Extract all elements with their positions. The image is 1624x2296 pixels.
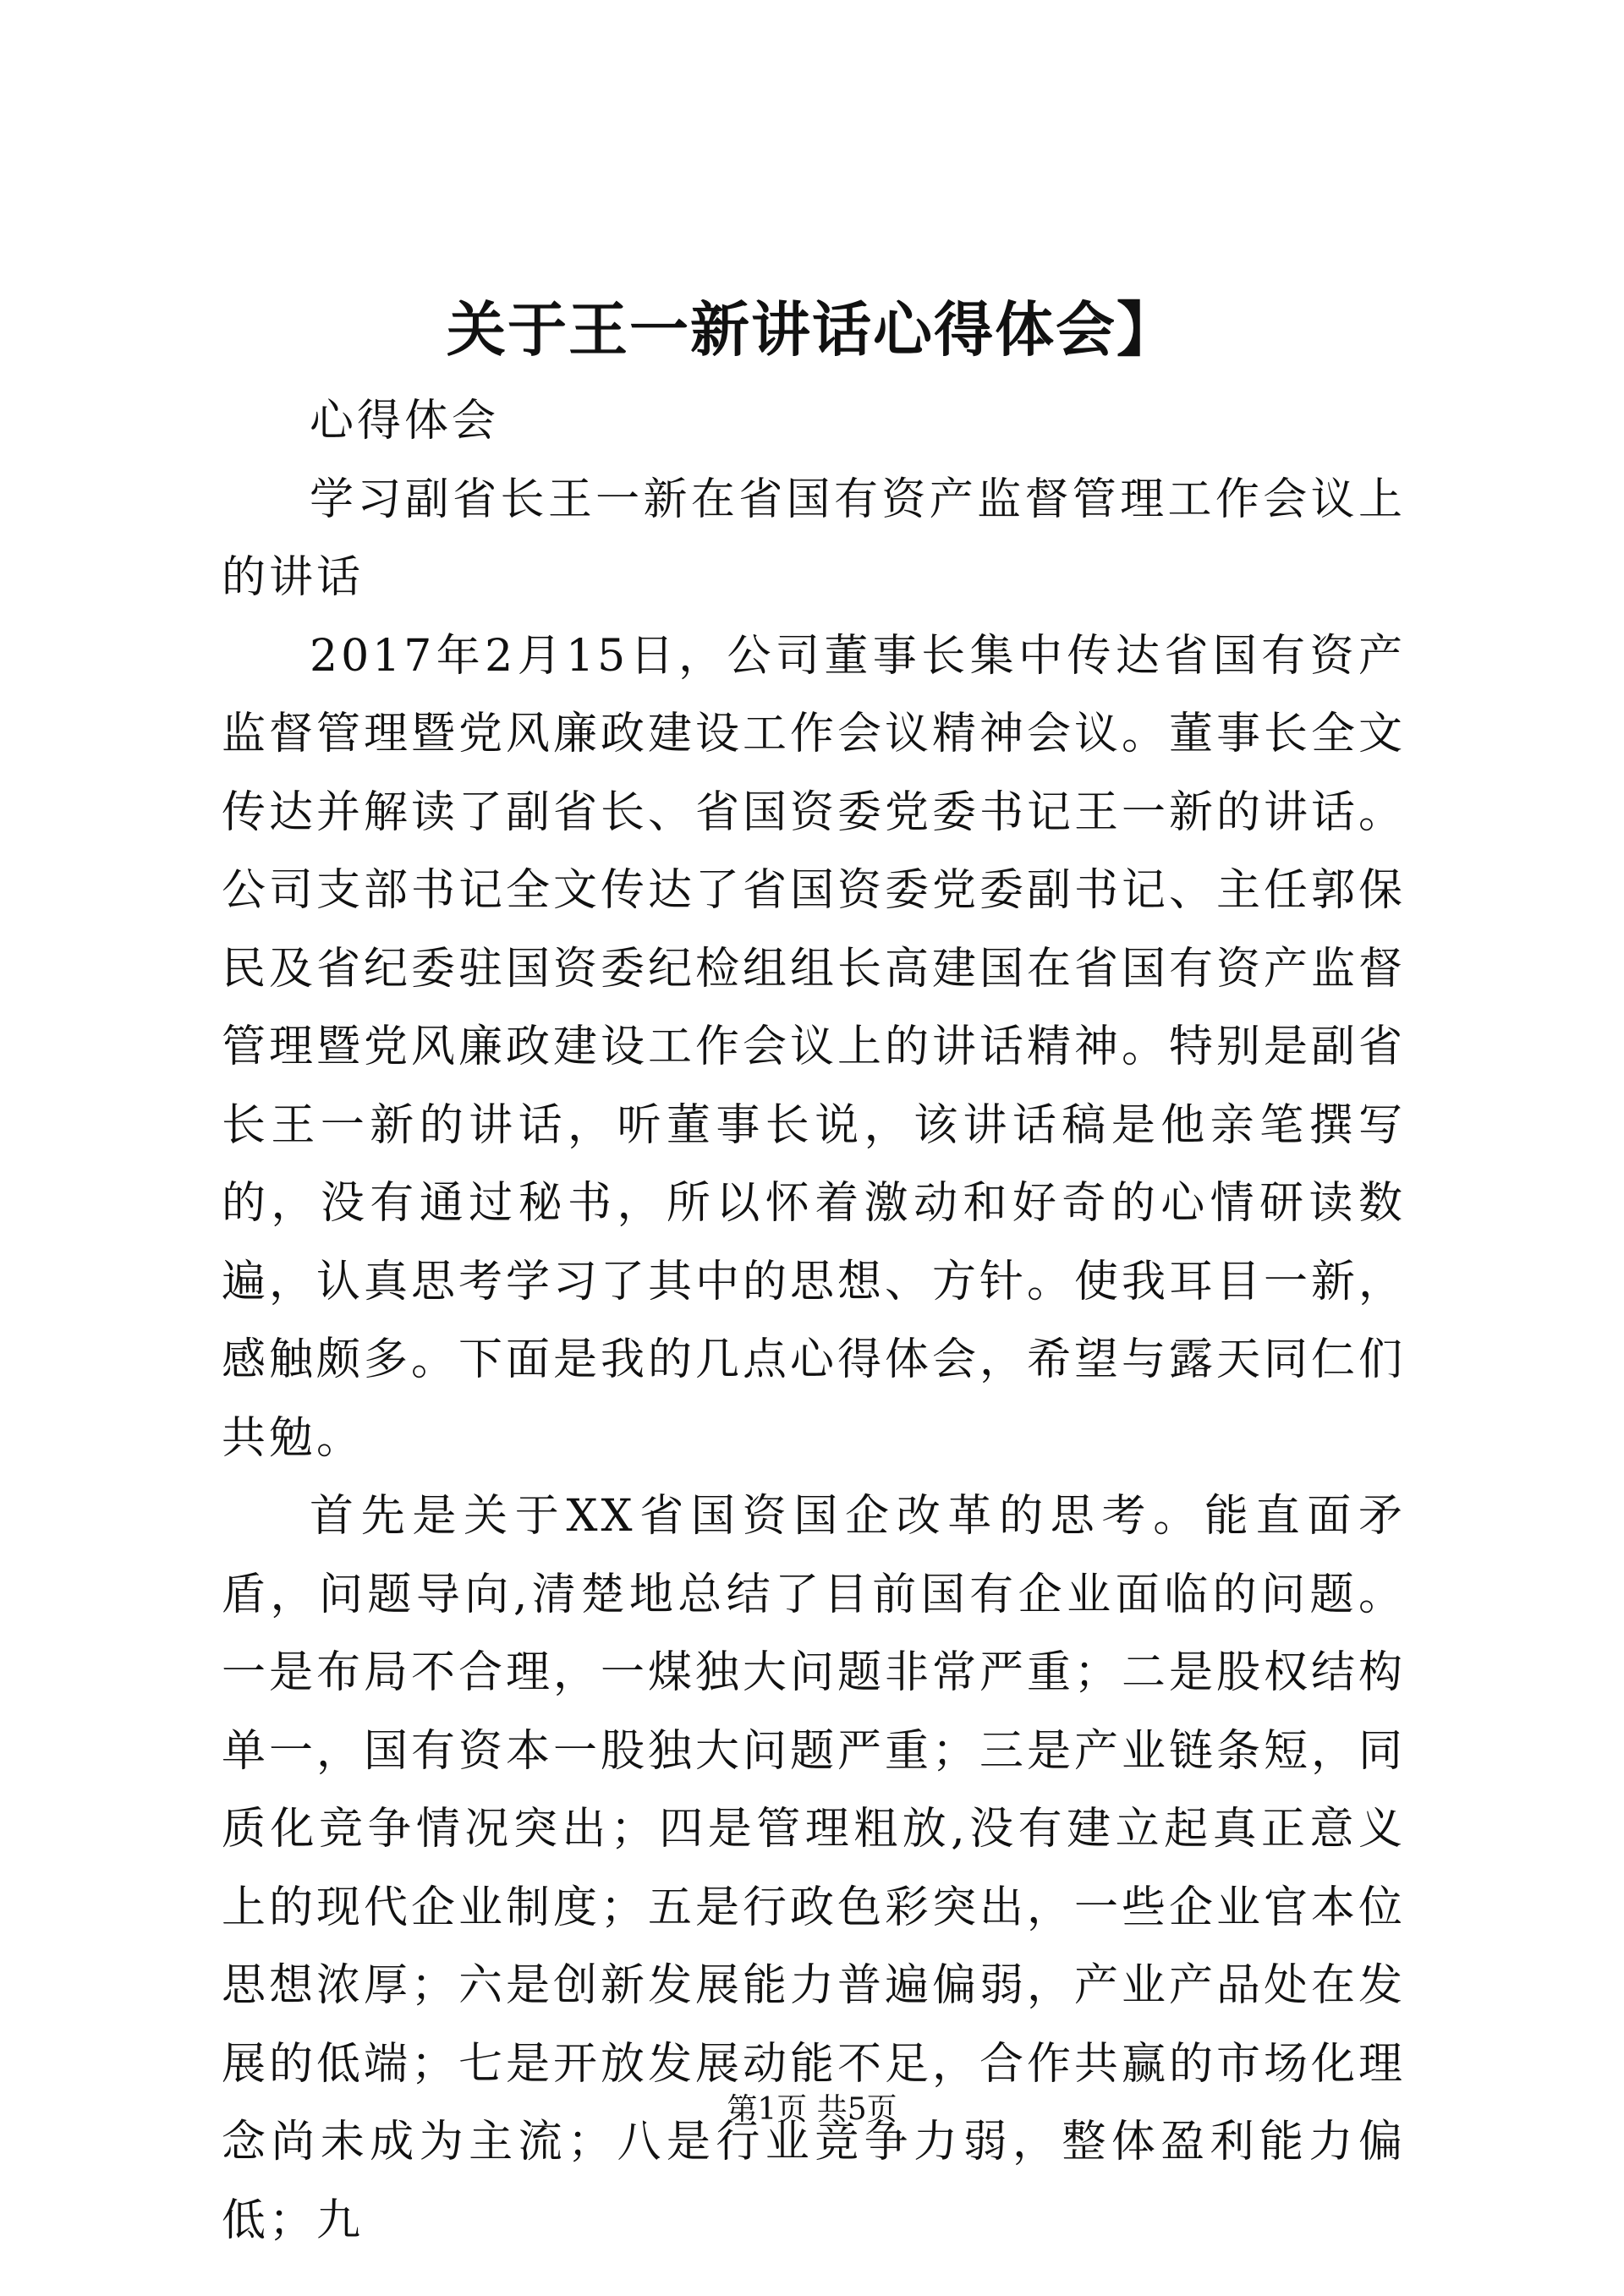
paragraph-heading: 心得体会: [310, 396, 500, 447]
page-footer: 第1页 共5页: [727, 2092, 897, 2127]
paragraph-reform: 首先是关于XX省国资国企改革的思考。能直面矛盾，问题导向,清楚地总结了目前国有企业面临的问题。一是布局不合理，一煤独大问题非常严重；二是股权结构单一，国有资本一股独大问题严重；三是产业链条短，同质化竞争情况突出；四是管理粗放,没有建立起真正意义上的现代企业制度；五是行政色彩突出，一些企业官本位思想浓厚；六是创新发展能力普遍偏弱，产业产品处在发展的低端；七是开放发展动能不足，合作共赢的市场化理念尚未成为主流；八是行业竞争力弱，整体盈利能力偏低；九: [222, 1491, 1407, 2246]
document-title: 关于王一新讲话心得体会】: [447, 294, 1177, 364]
paragraph-subtitle: 学习副省长王一新在省国有资产监督管理工作会议上的讲话: [222, 474, 1406, 603]
document-body: [222, 382, 1406, 2260]
paragraph-intro: 2017年2月15日，公司董事长集中传达省国有资产监督管理暨党风廉政建设工作会议精神会议。董事长全文传达并解读了副省长、省国资委党委书记王一新的讲话。公司支部书记全文传达了省国资委党委副书记、主任郭保民及省纪委驻国资委纪检组组长高建国在省国有资产监督管理暨党风廉政建设工作会议上的讲话精神。特别是副省长王一新的讲话，听董事长说，该讲话稿是他亲笔撰写的，没有通过秘书，所以怀着激动和好奇的心情研读数遍，认真思考学习了其中的思想、方针。使我耳目一新，感触颇多。下面是我的几点心得体会，希望与露天同仁们共勉。: [222, 630, 1407, 1464]
